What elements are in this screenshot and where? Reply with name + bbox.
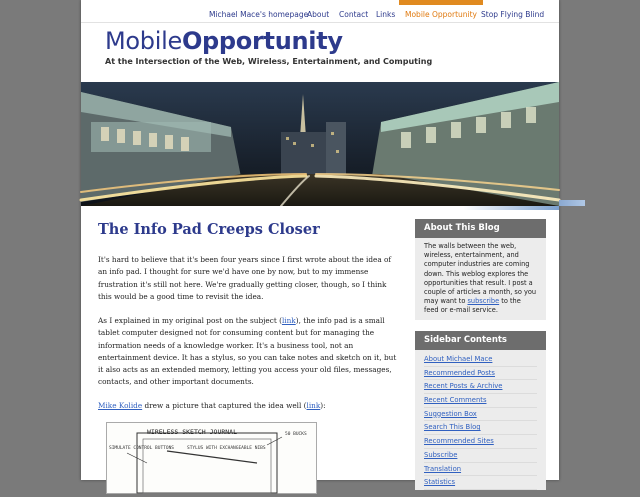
sidebar-item-translation[interactable]: Translation	[424, 463, 537, 477]
sidebar-item-suggestion-box[interactable]: Suggestion Box	[424, 408, 537, 422]
sketch-note-3: 50 BUCKS	[285, 432, 307, 437]
sidebar-contents-box	[415, 350, 546, 490]
logo-bold: Opportunity	[181, 27, 343, 55]
page	[81, 0, 559, 487]
subscribe-link[interactable]: subscribe	[467, 297, 500, 306]
nav-link-mobile-opportunity[interactable]: Mobile Opportunity	[405, 10, 477, 19]
sidebar-item-recommended-sites[interactable]: Recommended Sites	[424, 435, 537, 449]
sidebar-item-about-michael-mace[interactable]: About Michael Mace	[424, 353, 537, 367]
post-title[interactable]: The Info Pad Creeps Closer	[98, 221, 320, 238]
sketch-note-2: STYLUS WITH EXCHANGEABLE NIBS	[187, 446, 266, 451]
site-tagline: At the Intersection of the Web, Wireless, Entertainment, and Computing	[105, 57, 433, 66]
nav-link-contact[interactable]: Contact	[339, 10, 369, 19]
p3-text-a: drew a picture that captured the idea well (	[142, 401, 307, 410]
sketch-drawing	[107, 423, 316, 493]
p3-text-b: ):	[320, 401, 326, 410]
sidebar-item-recent-comments[interactable]: Recent Comments	[424, 394, 537, 408]
sketch-title: WIRELESS SKETCH JOURNAL	[147, 428, 238, 436]
banner-divider	[81, 206, 559, 210]
about-blog-heading: About This Blog	[415, 219, 546, 238]
site-logo[interactable]	[105, 27, 343, 55]
post-paragraph-1: It's hard to believe that it's been four years since I first wrote about the idea of an info pad. I thought for sure we'd have one by now, but to my immense frustration it's still not here. We're gradually getting closer, though, so I think this would be a good time to revisit the idea.	[98, 255, 392, 301]
about-text-a: The walls between the web, wireless, entertainment, and computer industries are coming down. This weblog explores the opportunities that result. I post a couple of articles a month, so you may want to	[424, 242, 537, 306]
about-text-b: to the feed or e-mail service.	[424, 297, 521, 315]
top-nav	[81, 0, 559, 23]
sidebar-item-search-this-blog[interactable]: Search This Blog	[424, 421, 537, 435]
sidebar-contents-list	[415, 350, 546, 493]
city-street-night-image	[81, 82, 559, 206]
sidebar-item-recommended-posts[interactable]: Recommended Posts	[424, 367, 537, 381]
original-post-link[interactable]: link	[281, 316, 296, 325]
post-paragraph-2	[98, 315, 400, 389]
mike-kolide-link[interactable]: Mike Kolide	[98, 401, 143, 410]
sidebar-item-statistics[interactable]: Statistics	[424, 476, 537, 490]
sketch-image[interactable]	[106, 422, 317, 494]
sidebar-item-recent-posts-archive[interactable]: Recent Posts & Archive	[424, 380, 537, 394]
sidebar-contents-heading: Sidebar Contents	[415, 331, 546, 350]
header-banner-image	[81, 82, 559, 206]
logo-regular: Mobile	[105, 27, 182, 55]
page-edge-accent	[559, 200, 585, 206]
nav-link-homepage[interactable]: Michael Mace's homepage	[209, 10, 309, 19]
sketch-note-1: SIMULATE CONTROL BUTTONS	[109, 446, 175, 451]
picture-link[interactable]: link	[306, 401, 321, 410]
about-blog-box	[415, 238, 546, 320]
p2-text-a: As I explained in my original post on the subject (	[98, 316, 282, 325]
post-paragraph-3	[98, 400, 400, 412]
p2-text-b: ), the info pad is a small tablet computer designed not for consuming content but for managing the information needs of a knowledge worker. It's a business tool, not an entertainment device. It has a stylus, so you can take notes and sketch on it, but it also acts as an extended memory, letting you access your old files, messages, contacts, and other important documents.	[98, 316, 397, 387]
sidebar-item-subscribe[interactable]: Subscribe	[424, 449, 537, 463]
nav-link-about[interactable]: About	[307, 10, 330, 19]
nav-link-stop-flying-blind[interactable]: Stop Flying Blind	[481, 10, 545, 19]
nav-link-links[interactable]: Links	[376, 10, 396, 19]
